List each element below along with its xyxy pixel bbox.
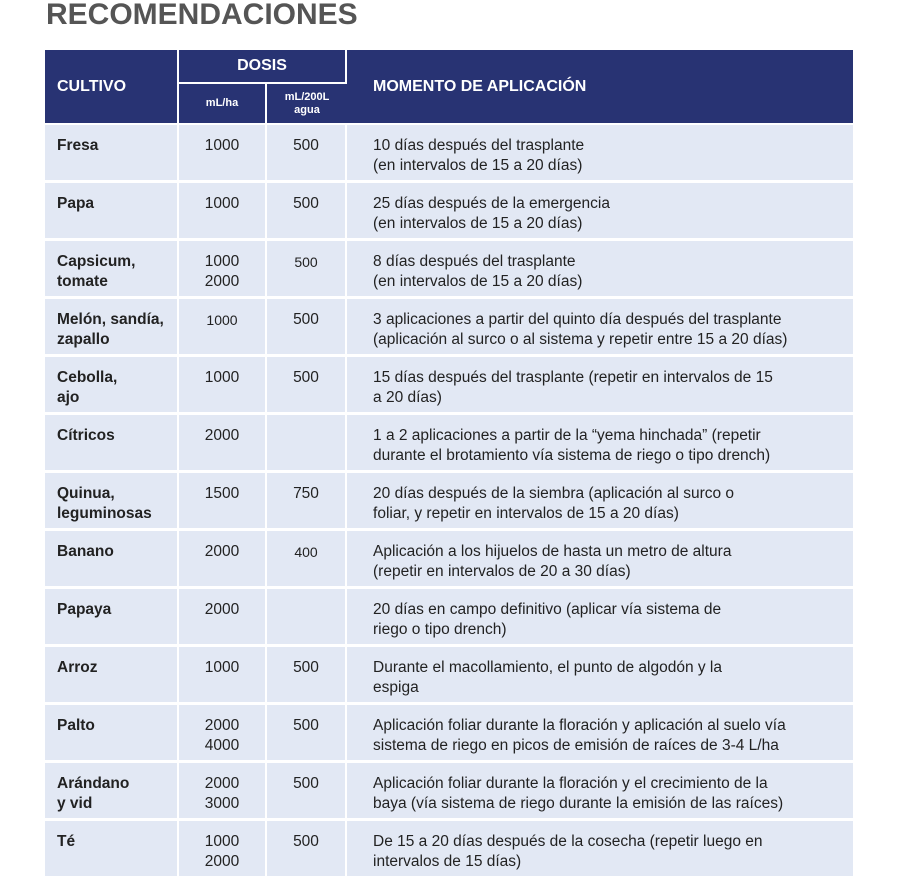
header-ml-200l [267,84,347,125]
cell-cultivo [45,415,179,473]
cell-cultivo [45,125,179,183]
cell-momento-line: riego o tipo drench) [373,621,507,638]
cell-ml-200l [267,531,347,589]
cell-momento-line: sistema de riego en picos de emisión de raíces de 3-4 L/ha [373,737,779,754]
cell-cultivo [45,647,179,705]
cell-ml-ha [179,473,267,531]
cell-ml-200l [267,183,347,241]
cell-ml-200l [267,589,347,647]
cell-momento [347,415,853,473]
cell-ml-ha [179,531,267,589]
cell-ml-ha [179,183,267,241]
cell-ml-ha-line: 2000 [204,273,240,290]
cell-momento-line: 3 aplicaciones a partir del quinto día después del trasplante [373,311,782,328]
cell-cultivo-line: Fresa [57,137,99,154]
table-row [45,821,853,879]
cell-momento-line: 20 días después de la siembra (aplicación al surco o [373,485,735,502]
cell-ml-200l-line: 500 [293,833,319,850]
cell-cultivo-line: leguminosas [57,505,152,522]
cell-cultivo-line: y vid [57,795,93,812]
cell-cultivo-line: Arándano [57,775,130,792]
cell-ml-ha-line: 2000 [204,775,240,792]
header-ml-200l-line1: mL/200L [284,90,330,103]
header-ml-ha: mL/ha [179,84,267,125]
cell-momento-line: 20 días en campo definitivo (aplicar vía sistema de [373,601,722,618]
cell-momento-line: Aplicación foliar durante la floración y el crecimiento de la [373,775,768,792]
cell-momento-line: Aplicación a los hijuelos de hasta un metro de altura [373,543,732,560]
cell-ml-200l-line: 500 [293,311,319,328]
cell-ml-200l-line: 500 [293,195,319,212]
cell-cultivo-line: zapallo [57,331,110,348]
table-row [45,125,853,183]
cell-ml-ha-line: 2000 [204,543,240,560]
header-cultivo: CULTIVO [45,50,179,125]
table-row [45,299,853,357]
cell-momento-line: (en intervalos de 15 a 20 días) [373,215,583,232]
cell-ml-200l [267,705,347,763]
table-row [45,763,853,821]
cell-ml-ha [179,299,267,357]
table-row [45,589,853,647]
cell-momento-line: 1 a 2 aplicaciones a partir de la “yema hinchada” (repetir [373,427,761,444]
cell-ml-200l-line: 500 [294,254,318,270]
cell-momento-line: 25 días después de la emergencia [373,195,610,212]
cell-ml-200l [267,299,347,357]
cell-ml-ha-line: 2000 [204,601,240,618]
cell-cultivo-line: Papa [57,195,95,212]
cell-ml-200l [267,473,347,531]
cell-ml-200l [267,125,347,183]
cell-momento-line: De 15 a 20 días después de la cosecha (repetir luego en [373,833,763,850]
cell-cultivo-line: Capsicum, [57,253,136,270]
cell-momento [347,357,853,415]
cell-ml-ha-line: 1000 [206,312,238,328]
cell-momento-line: Durante el macollamiento, el punto de algodón y la [373,659,722,676]
cell-ml-ha-line: 1000 [204,137,240,154]
cell-ml-ha-line: 3000 [204,795,240,812]
cell-momento [347,647,853,705]
table-row [45,531,853,589]
cell-ml-200l-line: 500 [293,369,319,386]
cell-ml-ha-line: 1500 [204,485,240,502]
cell-ml-ha [179,647,267,705]
cell-ml-ha-line: 2000 [204,717,240,734]
cell-momento [347,705,853,763]
cell-ml-200l-line: 500 [293,659,319,676]
cell-momento [347,183,853,241]
cell-ml-ha-line: 2000 [204,427,240,444]
cell-cultivo [45,763,179,821]
table-row [45,357,853,415]
cell-cultivo [45,589,179,647]
cell-momento [347,589,853,647]
cell-momento-line: Aplicación foliar durante la floración y aplicación al suelo vía [373,717,786,734]
cell-momento-line: (en intervalos de 15 a 20 días) [373,273,583,290]
table-row [45,415,853,473]
cell-ml-ha-line: 2000 [204,853,240,870]
cell-cultivo-line: Banano [57,543,114,560]
cell-ml-ha [179,589,267,647]
cell-ml-ha-line: 1000 [204,659,240,676]
cell-ml-ha-line: 1000 [204,369,240,386]
cell-momento [347,241,853,299]
cell-cultivo [45,821,179,879]
cell-ml-200l [267,241,347,299]
cell-ml-200l-line: 500 [293,775,319,792]
cell-cultivo-line: Cítricos [57,427,115,444]
page-title: RECOMENDACIONES [46,0,358,31]
cell-ml-200l [267,357,347,415]
recommendations-table [45,50,853,879]
table-row [45,705,853,763]
table-row [45,647,853,705]
header-ml-200l-line2: agua [294,103,320,116]
cell-ml-ha [179,125,267,183]
cell-momento-line: (repetir en intervalos de 20 a 30 días) [373,563,631,580]
cell-cultivo [45,473,179,531]
cell-ml-ha [179,821,267,879]
cell-cultivo [45,705,179,763]
cell-ml-ha-line: 1000 [204,253,240,270]
cell-momento [347,299,853,357]
cell-momento-line: durante el brotamiento vía sistema de riego o tipo drench) [373,447,771,464]
cell-ml-ha-line: 1000 [204,833,240,850]
cell-momento-line: baya (vía sistema de riego durante la emisión de las raíces) [373,795,784,812]
cell-ml-ha [179,763,267,821]
cell-ml-ha [179,357,267,415]
cell-ml-ha [179,415,267,473]
cell-ml-ha-line: 4000 [204,737,240,754]
cell-momento-line: foliar, y repetir en intervalos de 15 a 20 días) [373,505,679,522]
cell-cultivo [45,183,179,241]
cell-cultivo-line: Arroz [57,659,98,676]
cell-momento-line: (aplicación al surco o al sistema y repetir entre 15 a 20 días) [373,331,788,348]
cell-cultivo-line: Papaya [57,601,112,618]
cell-ml-200l [267,821,347,879]
table-row [45,473,853,531]
cell-ml-ha [179,705,267,763]
cell-momento [347,531,853,589]
cell-cultivo-line: Melón, sandía, [57,311,164,328]
cell-momento-line: a 20 días) [373,389,442,406]
cell-cultivo-line: Té [57,833,76,850]
cell-cultivo-line: tomate [57,273,108,290]
table-row [45,241,853,299]
cell-momento [347,821,853,879]
cell-cultivo-line: ajo [57,389,80,406]
cell-ml-200l [267,415,347,473]
cell-ml-200l-line: 400 [294,544,318,560]
header-momento: MOMENTO DE APLICACIÓN [347,50,853,125]
table-row [45,183,853,241]
cell-cultivo-line: Quinua, [57,485,115,502]
cell-momento-line: 8 días después del trasplante [373,253,576,270]
cell-momento-line: 10 días después del trasplante [373,137,585,154]
cell-ml-200l-line: 500 [293,137,319,154]
cell-momento-line: 15 días después del trasplante (repetir en intervalos de 15 [373,369,773,386]
cell-momento-line: espiga [373,679,419,696]
cell-ml-200l-line: 750 [293,485,319,502]
cell-ml-200l [267,647,347,705]
cell-ml-ha-line: 1000 [204,195,240,212]
cell-cultivo [45,357,179,415]
cell-ml-200l [267,763,347,821]
cell-cultivo-line: Cebolla, [57,369,118,386]
cell-momento [347,763,853,821]
table-body [45,125,853,879]
cell-momento-line: intervalos de 15 días) [373,853,522,870]
cell-momento-line: (en intervalos de 15 a 20 días) [373,157,583,174]
cell-ml-200l-line: 500 [293,717,319,734]
cell-cultivo [45,531,179,589]
cell-cultivo-line: Palto [57,717,95,734]
cell-ml-ha [179,241,267,299]
header-dosis: DOSIS [179,50,347,84]
cell-momento [347,125,853,183]
cell-cultivo [45,299,179,357]
cell-momento [347,473,853,531]
cell-cultivo [45,241,179,299]
